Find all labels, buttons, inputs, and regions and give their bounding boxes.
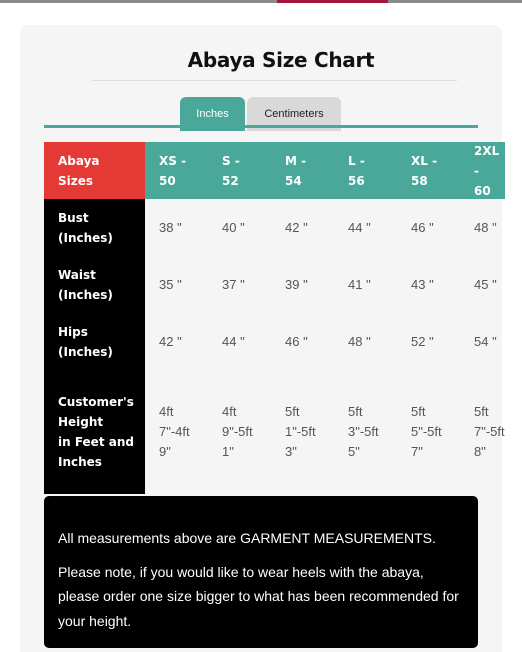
height-line: 5ft xyxy=(285,404,300,419)
header-size-cell xyxy=(397,142,460,199)
table-cell: 52 " xyxy=(411,333,434,349)
table-cell: 37 " xyxy=(222,276,245,292)
row-label-line: Inches xyxy=(58,455,102,469)
note-line-heels: Please note, if you would like to wear heels with the abaya, please order one size bigger to what has been recommended for your height. xyxy=(58,563,459,629)
height-line: 9"-5ft xyxy=(222,424,253,439)
tab-underline xyxy=(44,125,478,128)
header-size-cell xyxy=(208,142,271,199)
top-nav-rule xyxy=(0,0,522,3)
size-name: XL - xyxy=(411,153,438,168)
row-label-line: (Inches) xyxy=(58,230,113,245)
table-cell xyxy=(397,370,460,494)
height-line: 4ft xyxy=(222,404,237,419)
height-line: 1"-5ft xyxy=(285,424,316,439)
table-cell xyxy=(334,370,397,494)
row-label-line: (Inches) xyxy=(58,287,113,302)
height-line: 3"-5ft xyxy=(348,424,379,439)
height-line: 9" xyxy=(159,444,171,459)
header-label-line: Abaya xyxy=(58,153,100,168)
row-label-line: in Feet and xyxy=(58,435,134,449)
row-label-line: Customer's xyxy=(58,395,134,409)
size-number: 50 xyxy=(159,173,176,188)
table-row-bust xyxy=(44,199,505,256)
size-number: 58 xyxy=(411,173,428,188)
table-cell: 35 " xyxy=(159,276,182,292)
tab-inches[interactable]: Inches xyxy=(180,97,245,131)
measurement-note xyxy=(44,496,478,648)
height-line: 1" xyxy=(222,444,234,459)
table-row-hips xyxy=(44,313,505,370)
row-label-line: Hips xyxy=(58,324,88,339)
header-size-cell xyxy=(145,142,208,199)
tab-centimeters[interactable]: Centimeters xyxy=(247,97,341,131)
table-cell: 46 " xyxy=(285,333,308,349)
height-line: 3" xyxy=(285,444,297,459)
header-size-cell xyxy=(460,142,505,199)
table-cell: 45 " xyxy=(474,276,497,292)
row-label-line: Height xyxy=(58,415,104,429)
header-size-cell xyxy=(271,142,334,199)
size-number: 60 xyxy=(474,183,491,198)
size-number: 54 xyxy=(285,173,302,188)
header-label-cell xyxy=(44,142,145,199)
height-line: 7" xyxy=(411,444,423,459)
table-cell: 42 " xyxy=(159,333,182,349)
table-cell: 43 " xyxy=(411,276,434,292)
table-header-row xyxy=(44,142,505,199)
height-line: 5" xyxy=(348,444,360,459)
table-cell: 42 " xyxy=(285,219,308,235)
height-line: 5ft xyxy=(411,404,426,419)
active-nav-indicator xyxy=(277,0,388,3)
row-label-waist xyxy=(44,256,145,313)
row-label-hips xyxy=(44,313,145,370)
table-row-waist xyxy=(44,256,505,313)
row-label-line: (Inches) xyxy=(58,344,113,359)
header-size-cell xyxy=(334,142,397,199)
size-number: 56 xyxy=(348,173,365,188)
size-table xyxy=(44,142,505,494)
size-name: S - xyxy=(222,153,240,168)
row-label-line: Bust xyxy=(58,210,89,225)
height-line: 8" xyxy=(474,444,486,459)
note-line-garment: All measurements above are GARMENT MEASUREMENTS. xyxy=(58,530,436,546)
size-number: 52 xyxy=(222,173,239,188)
table-cell: 48 " xyxy=(348,333,371,349)
height-line: 5ft xyxy=(348,404,363,419)
height-line: 7"-5ft xyxy=(474,424,505,439)
table-row-height xyxy=(44,370,505,494)
table-cell: 40 " xyxy=(222,219,245,235)
height-line: 4ft xyxy=(159,404,174,419)
row-label-height xyxy=(44,370,145,494)
height-line: 5ft xyxy=(474,404,489,419)
table-cell xyxy=(271,370,334,494)
size-name: XS - xyxy=(159,153,187,168)
table-cell xyxy=(208,370,271,494)
header-label-line: Sizes xyxy=(58,173,94,188)
height-line: 7"-4ft xyxy=(159,424,190,439)
table-cell xyxy=(460,370,505,494)
table-cell: 44 " xyxy=(222,333,245,349)
table-cell: 38 " xyxy=(159,219,182,235)
size-name: L - xyxy=(348,153,365,168)
title-divider xyxy=(92,80,457,81)
size-name: 2XL - xyxy=(474,143,500,178)
table-cell xyxy=(145,370,208,494)
size-name: M - xyxy=(285,153,307,168)
table-cell: 41 " xyxy=(348,276,371,292)
table-cell: 54 " xyxy=(474,333,497,349)
row-label-line: Waist xyxy=(58,267,96,282)
height-line: 5"-5ft xyxy=(411,424,442,439)
table-cell: 48 " xyxy=(474,219,497,235)
row-label-bust xyxy=(44,199,145,256)
table-cell: 46 " xyxy=(411,219,434,235)
table-cell: 39 " xyxy=(285,276,308,292)
page-title: Abaya Size Chart xyxy=(187,48,375,72)
table-cell: 44 " xyxy=(348,219,371,235)
